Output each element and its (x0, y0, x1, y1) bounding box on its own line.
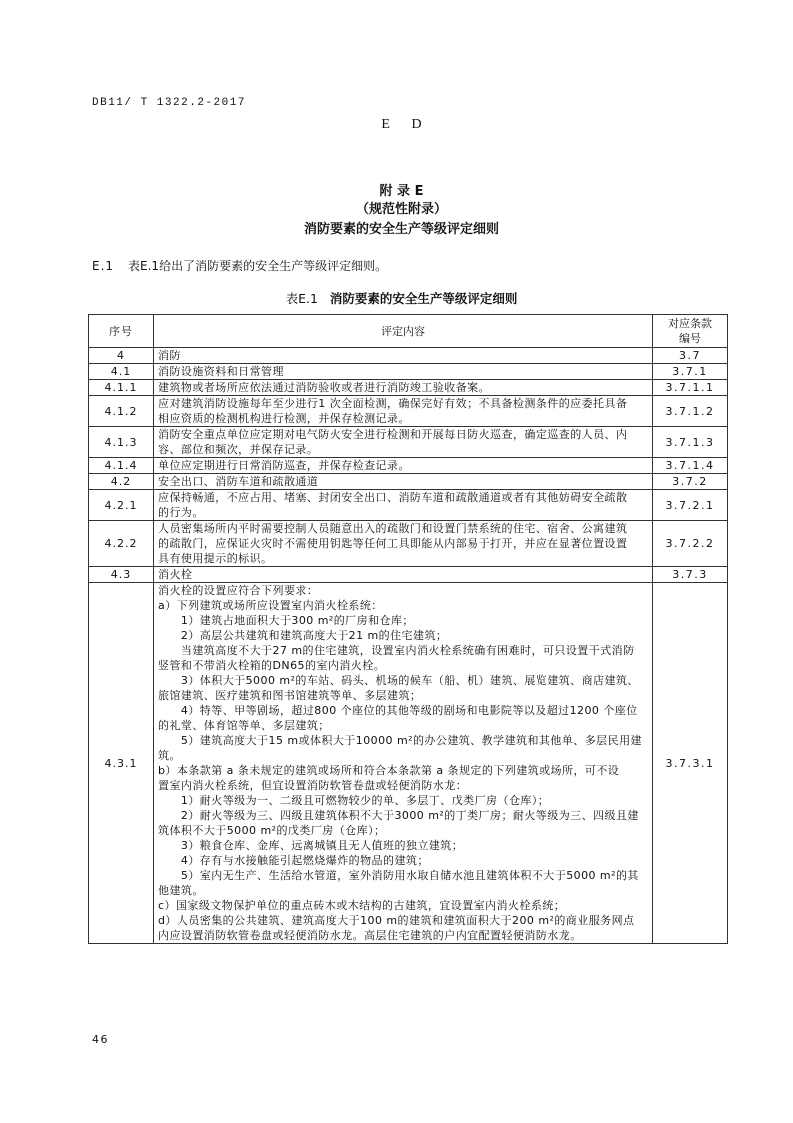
intro-paragraph (92, 257, 387, 274)
row-content (154, 567, 653, 583)
content-line: 4）存有与水接触能引起燃烧爆炸的物品的建筑； (158, 854, 429, 867)
appendix-type: （规范性附录） (355, 202, 447, 217)
row-clause-ref: 3.7.1.3 (653, 427, 728, 458)
row-content (154, 364, 653, 380)
content-line: 应对建筑消防设施每年至少进行1 次全面检测，确保完好有效；不具备检测条件的应委托具备 (158, 397, 628, 410)
row-clause-ref: 3.7.2 (653, 474, 728, 490)
row-number: 4.3 (89, 567, 154, 583)
row-content (154, 427, 653, 458)
table-row (89, 474, 728, 490)
content-line: 1）耐火等级为一、二级且可燃物较少的单、多层丁、戊类厂房（仓库）； (158, 794, 550, 807)
content-line: 消火栓的设置应符合下列要求： (158, 584, 319, 597)
content-line: 2）耐火等级为三、四级且建筑体积不大于3000 m²的丁类厂房；耐火等级为三、四级且建 (158, 809, 639, 822)
row-clause-ref: 3.7.1.1 (653, 380, 728, 396)
content-line: 他建筑。 (158, 884, 204, 897)
row-number: 4.1.3 (89, 427, 154, 458)
row-clause-ref: 3.7.1.2 (653, 396, 728, 427)
header-mark: E D (381, 117, 422, 132)
table-caption (0, 289, 793, 307)
row-clause-ref: 3.7.1 (653, 364, 728, 380)
content-line: 消防设施资料和日常管理 (158, 365, 284, 378)
row-number: 4.1.4 (89, 458, 154, 474)
row-clause-ref: 3.7.2.2 (653, 521, 728, 567)
table-row (89, 521, 728, 567)
row-content (154, 583, 653, 944)
content-line: 的疏散门，应保证火灾时不需使用钥匙等任何工具即能从内部易于打开，并应在显著位置设置 (158, 537, 628, 550)
header-ref (653, 315, 728, 348)
clause-number: E.1 (92, 259, 115, 273)
table-row (89, 567, 728, 583)
header-no: 序号 (89, 315, 154, 348)
row-content (154, 396, 653, 427)
page-number: 46 (92, 1033, 109, 1046)
content-line: 内应设置消防软管卷盘或轻便消防水龙。高层住宅建筑的户内宜配置轻便消防水龙。 (158, 929, 582, 942)
content-line: 消火栓 (158, 568, 193, 581)
row-number: 4.2.2 (89, 521, 154, 567)
content-line: 的礼堂、体育馆等单、多层建筑； (158, 719, 330, 732)
row-clause-ref: 3.7.3 (653, 567, 728, 583)
row-number: 4 (89, 348, 154, 364)
row-number: 4.1.1 (89, 380, 154, 396)
row-content (154, 490, 653, 521)
content-line: 相应资质的检测机构进行检测，并保存检测记录。 (158, 412, 410, 425)
appendix-title: 消防要素的安全生产等级评定细则 (303, 222, 499, 237)
content-line: 旅馆建筑、医疗建筑和图书馆建筑等单、多层建筑； (158, 689, 422, 702)
table-row (89, 364, 728, 380)
table-row (89, 458, 728, 474)
appendix-label: 附 录 E (379, 184, 424, 199)
content-line: 5）室内无生产、生活给水管道，室外消防用水取自储水池且建筑体积不大于5000 m²的其 (158, 869, 639, 882)
content-line: 3）体积大于5000 m²的车站、码头、机场的候车（船、机）建筑、展览建筑、商店建筑、 (158, 674, 639, 687)
content-line: 的行为。 (158, 506, 204, 519)
row-clause-ref: 3.7.1.4 (653, 458, 728, 474)
table-caption-text: 消防要素的安全生产等级评定细则 (329, 291, 518, 306)
table-row (89, 427, 728, 458)
content-line: 当建筑高度不大于27 m的住宅建筑，设置室内消火栓系统确有困难时，可只设置干式消防 (158, 644, 635, 657)
table-row (89, 380, 728, 396)
content-line: 置室内消火栓系统，但宜设置消防软管卷盘或轻便消防水龙： (158, 779, 468, 792)
header-ref-line: 编号 (679, 332, 701, 345)
content-line: 安全出口、消防车道和疏散通道 (158, 475, 319, 488)
content-line: d）人员密集的公共建筑、建筑高度大于100 m的建筑和建筑面积大于200 m²的商业服务网点 (158, 914, 635, 927)
content-line: 建筑物或者场所应依法通过消防验收或者进行消防竣工验收备案。 (158, 381, 491, 394)
row-content (154, 348, 653, 364)
row-number: 4.2 (89, 474, 154, 490)
row-content (154, 458, 653, 474)
row-content (154, 521, 653, 567)
standard-number: DB11/ T 1322.2-2017 (92, 97, 246, 109)
content-line: 1）建筑占地面积大于300 m²的厂房和仓库； (158, 614, 414, 627)
content-line: 3）粮食仓库、金库、远离城镇且无人值班的独立建筑； (158, 839, 464, 852)
table-caption-number: 表E.1 (285, 291, 318, 306)
content-line: b）本条款第 a 条未规定的建筑或场所和符合本条款第 a 条规定的下列建筑或场所，可不设 (158, 764, 620, 777)
table-row (89, 348, 728, 364)
row-clause-ref: 3.7.2.1 (653, 490, 728, 521)
header-content: 评定内容 (154, 315, 653, 348)
row-content (154, 380, 653, 396)
content-line: 消防 (158, 349, 181, 362)
row-clause-ref: 3.7 (653, 348, 728, 364)
header-ref-line: 对应条款 (668, 317, 712, 330)
content-line: 5）建筑高度大于15 m或体积大于10000 m²的办公建筑、教学建筑和其他单、多层民用建 (158, 734, 642, 747)
table-row (89, 490, 728, 521)
table-header-row (89, 315, 728, 348)
table-row (89, 583, 728, 944)
content-line: 4）特等、甲等剧场，超过800 个座位的其他等级的剧场和电影院等以及超过1200 个座位 (158, 704, 638, 717)
content-line: 竖管和不带消火栓箱的DN65的室内消火栓。 (158, 659, 386, 672)
row-number: 4.1.2 (89, 396, 154, 427)
row-number: 4.2.1 (89, 490, 154, 521)
content-line: 筑。 (158, 749, 181, 762)
content-line: 消防安全重点单位应定期对电气防火安全进行检测和开展每日防火巡查，确定巡查的人员、内 (158, 428, 628, 441)
content-line: 人员密集场所内平时需要控制人员随意出入的疏散门和设置门禁系统的住宅、宿舍、公寓建筑 (158, 522, 628, 535)
content-line: 应保持畅通，不应占用、堵塞、封闭安全出口、消防车道和疏散通道或者有其他妨碍安全疏散 (158, 491, 628, 504)
row-content (154, 474, 653, 490)
content-line: a）下列建筑或场所应设置室内消火栓系统： (158, 599, 383, 612)
table-row (89, 396, 728, 427)
intro-text: 表E.1给出了消防要素的安全生产等级评定细则。 (128, 259, 388, 273)
content-line: 具有使用提示的标识。 (158, 552, 273, 565)
content-line: 2）高层公共建筑和建筑高度大于21 m的住宅建筑； (158, 629, 448, 642)
content-line: c）国家级文物保护单位的重点砖木或木结构的古建筑，宜设置室内消火栓系统； (158, 899, 566, 912)
rating-table (88, 314, 728, 944)
content-line: 筑体积不大于5000 m²的戊类厂房（仓库）； (158, 824, 386, 837)
row-number: 4.3.1 (89, 583, 154, 944)
content-line: 单位应定期进行日常消防巡查，并保存检查记录。 (158, 459, 410, 472)
row-number: 4.1 (89, 364, 154, 380)
content-line: 容、部位和频次，并保存记录。 (158, 443, 319, 456)
row-clause-ref: 3.7.3.1 (653, 583, 728, 944)
